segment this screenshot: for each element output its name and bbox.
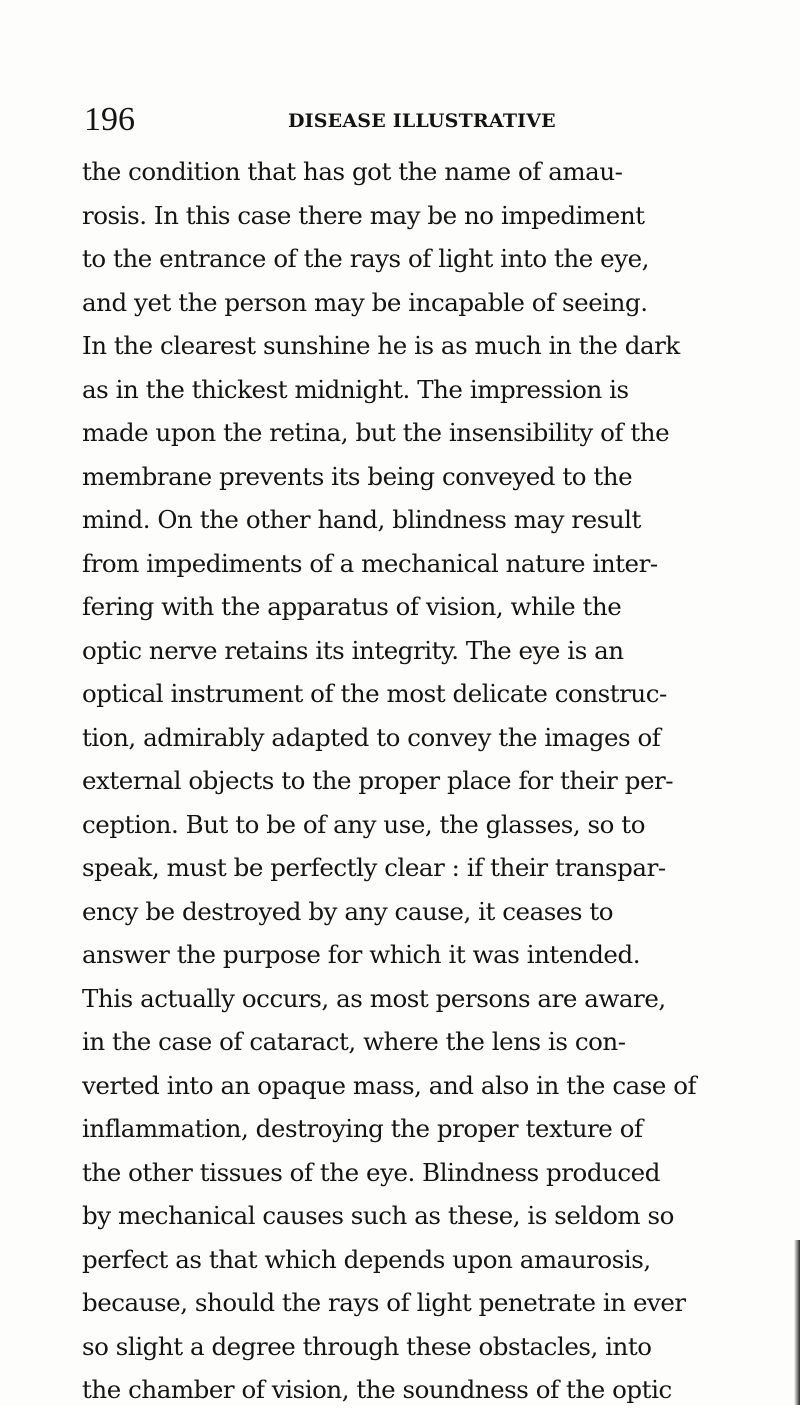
text-line: rosis. In this case there may be no impediment (82, 200, 645, 230)
text-line: In the clearest sunshine he is as much in the dark (82, 331, 680, 360)
page-edge-shadow (794, 1240, 800, 1405)
text-line: because, should the rays of light penetrate in ever (82, 1288, 686, 1317)
text-line: as in the thickest midnight. The impression is (82, 374, 629, 404)
text-line: the other tissues of the eye. Blindness produced (82, 1157, 660, 1187)
page-number: 196 (84, 101, 135, 138)
text-line: inflammation, destroying the proper texture of (82, 1114, 643, 1143)
text-line: membrane prevents its being conveyed to the (82, 461, 633, 491)
text-line: perfect as that which depends upon amaurosis, (82, 1244, 651, 1274)
text-line: tion, admirably adapted to convey the images of (82, 722, 661, 752)
text-line: optic nerve retains its integrity. The eye is an (82, 635, 624, 665)
text-line: This actually occurs, as most persons are aware, (82, 983, 666, 1013)
text-line: the chamber of vision, the soundness of the optic (82, 1375, 672, 1404)
text-line: verted into an opaque mass, and also in the case of (82, 1070, 697, 1100)
text-line: to the entrance of the rays of light into the eye, (82, 244, 649, 273)
running-title: DISEASE ILLUSTRATIVE (288, 110, 556, 132)
text-line: and yet the person may be incapable of seeing. (82, 287, 648, 317)
body-text (82, 150, 794, 1412)
text-line: in the case of cataract, where the lens is con- (82, 1027, 626, 1056)
text-line: the condition that has got the name of amau- (82, 157, 623, 186)
text-line: ency be destroyed by any cause, it ceases to (82, 896, 614, 926)
text-line: mind. On the other hand, blindness may result (82, 505, 641, 534)
page-header (0, 100, 800, 150)
text-line: made upon the retina, but the insensibility of the (82, 418, 670, 447)
text-line: ception. But to be of any use, the glasses, so to (82, 809, 645, 839)
text-line: external objects to the proper place for their per- (82, 766, 674, 795)
text-line: optical instrument of the most delicate construc- (82, 679, 667, 708)
text-line: from impediments of a mechanical nature inter- (82, 548, 658, 578)
text-line: by mechanical causes such as these, is seldom so (82, 1201, 674, 1230)
text-line: speak, must be perfectly clear : if their transpar- (82, 853, 666, 882)
text-line: so slight a degree through these obstacles, into (82, 1331, 652, 1361)
text-line: fering with the apparatus of vision, while the (82, 592, 622, 621)
text-line: answer the purpose for which it was intended. (82, 940, 641, 969)
